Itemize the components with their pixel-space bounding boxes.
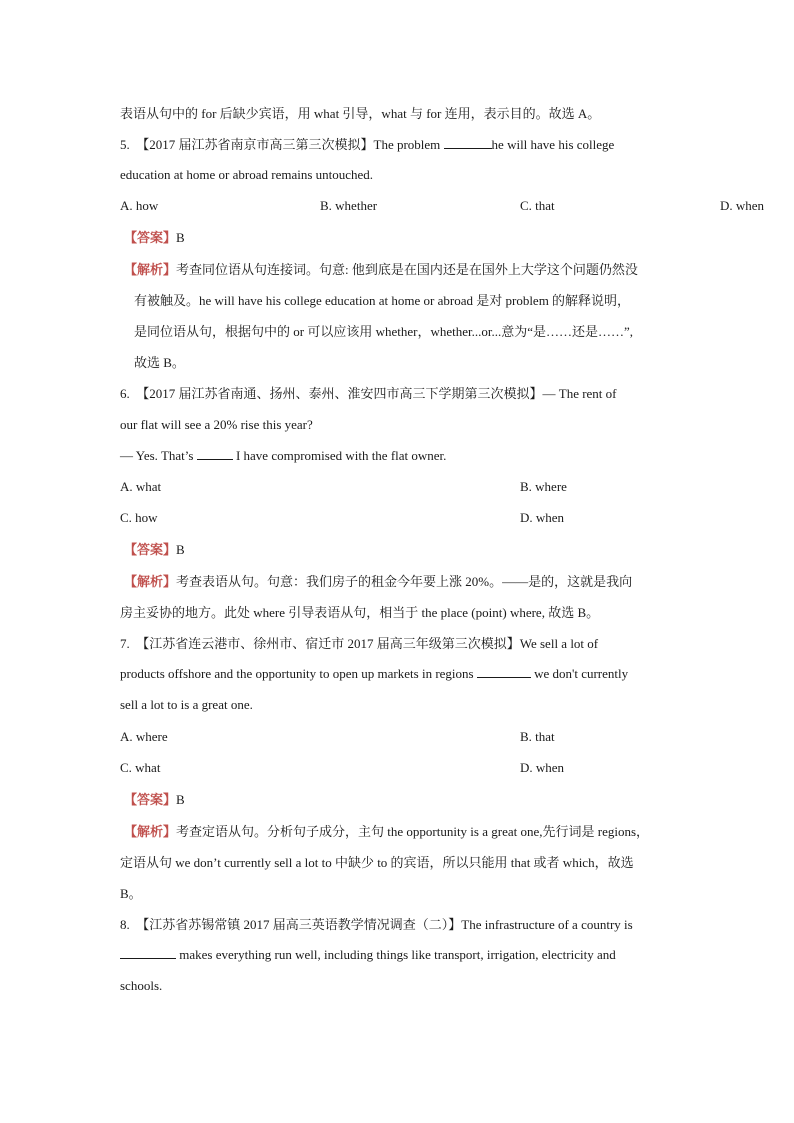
answer-value: B	[176, 542, 185, 557]
intro-text: 表语从句中的 for 后缺少宾语，用 what 引导，what 与 for 连用，表示目的。故选 A。	[120, 106, 601, 121]
analysis-text: 考查定语从句。分析句子成分，主句 the opportunity is a great one,先行词是 regions，	[176, 824, 650, 839]
answer-blank	[477, 666, 531, 678]
answer-value: B	[176, 792, 185, 807]
analysis-text: 有被触及。he will have his college education at home or abroad 是对 problem 的解释说明，	[134, 293, 631, 308]
option-b: B. where	[520, 479, 567, 494]
dialogue-part1: — Yes. That’s	[120, 448, 197, 463]
answer-blank	[444, 137, 492, 149]
answer-label: 【答案】	[124, 542, 177, 557]
question-6-stem: 6. 【2017 届江苏省南通、扬州、泰州、淮安四市高三下学期第三次模拟】— The rent of	[120, 386, 617, 401]
answer-value: B	[176, 230, 185, 245]
answer-line	[124, 792, 185, 808]
stem-part1: products offshore and the opportunity to open up markets in regions	[120, 666, 477, 681]
analysis-text: 是同位语从句，根据句中的 or 可以应该用 whether，whether...or...意为“是……还是……”,	[134, 324, 634, 339]
analysis-line	[124, 824, 649, 840]
stem-part: makes everything run well, including things like transport, irrigation, electricity and	[176, 947, 616, 962]
question-8-stem-cont	[120, 947, 616, 963]
question-7-stem-end: sell a lot to is a great one.	[120, 697, 253, 712]
answer-blank	[120, 947, 176, 959]
option-c: C. how	[120, 510, 158, 525]
option-d: D. when	[720, 198, 765, 213]
analysis-label: 【解析】	[124, 574, 177, 589]
question-7-stem: 7. 【江苏省连云港市、徐州市、宿迁市 2017 届高三年级第三次模拟】We sell a lot of	[120, 636, 599, 651]
question-8-stem: 8. 【江苏省苏锡常镇 2017 届高三英语教学情况调查（二）】The infrastructure of a country is	[120, 917, 633, 932]
option-c: C. what	[120, 760, 161, 775]
analysis-text: B。	[120, 886, 142, 901]
option-d: D. when	[520, 760, 565, 775]
analysis-text: 故选 B。	[134, 355, 185, 370]
answer-line	[124, 542, 185, 558]
option-b: B. that	[520, 729, 555, 744]
question-5-stem-part1: 5. 【2017 届江苏省南京市高三第三次模拟】The problem	[120, 137, 444, 152]
option-c: C. that	[520, 198, 555, 213]
question-6-stem-cont: our flat will see a 20% rise this year?	[120, 417, 313, 432]
stem-part2: we don't currently	[530, 666, 629, 681]
analysis-text: 定语从句 we don’t currently sell a lot to 中缺少 to 的宾语，所以只能用 that 或者 which，故选	[120, 855, 634, 870]
analysis-line	[124, 262, 638, 278]
answer-label: 【答案】	[124, 792, 177, 807]
question-7-stem-cont	[120, 666, 628, 682]
analysis-text: 考查同位语从句连接词。句意: 他到底是在国内还是在国外上大学这个问题仍然没	[176, 262, 638, 277]
analysis-label: 【解析】	[124, 824, 177, 839]
question-6-dialogue	[120, 448, 446, 464]
answer-blank	[197, 448, 233, 460]
analysis-line	[124, 574, 632, 590]
answer-line	[124, 230, 185, 246]
option-a: A. how	[120, 198, 159, 213]
option-b: B. whether	[320, 198, 378, 213]
question-5-stem-cont: education at home or abroad remains untouched.	[120, 167, 374, 182]
question-5-stem-part2: he will have his college	[491, 137, 615, 152]
option-a: A. what	[120, 479, 162, 494]
question-5-stem	[120, 137, 614, 153]
option-a: A. where	[120, 729, 168, 744]
analysis-text: 考查表语从句。句意：我们房子的租金今年要上涨 20%。——是的，这就是我向	[176, 574, 633, 589]
analysis-label: 【解析】	[124, 262, 177, 277]
dialogue-part2: I have compromised with the flat owner.	[232, 448, 447, 463]
option-d: D. when	[520, 510, 565, 525]
question-8-stem-end: schools.	[120, 978, 163, 993]
answer-label: 【答案】	[124, 230, 177, 245]
analysis-text: 房主妥协的地方。此处 where 引导表语从句，相当于 the place (point) where, 故选 B。	[120, 605, 600, 620]
